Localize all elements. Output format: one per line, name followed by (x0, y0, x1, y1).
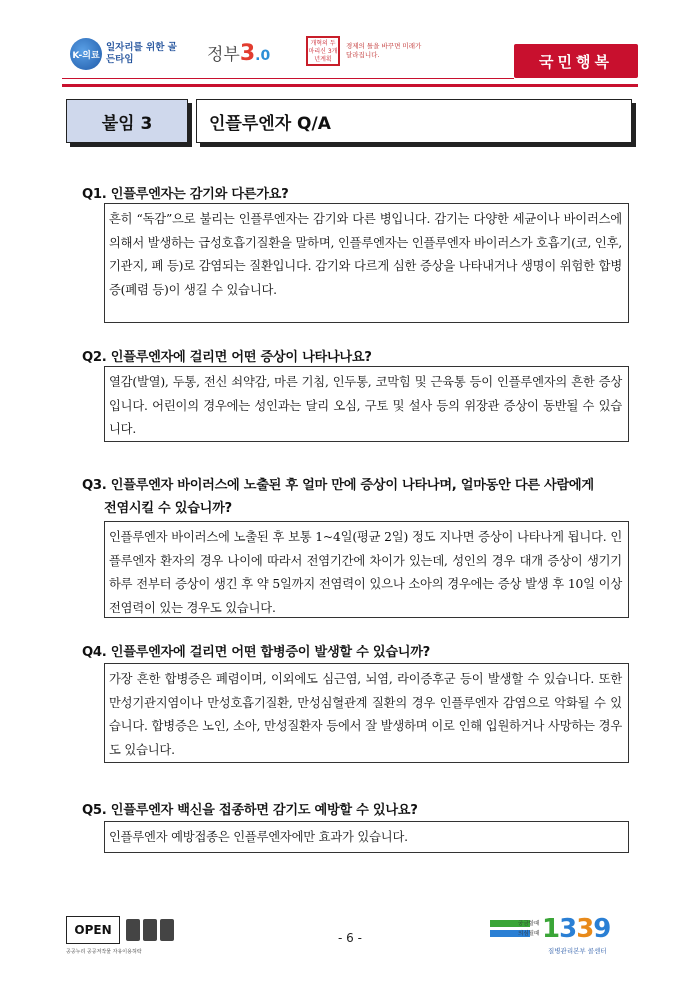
answer-3: 인플루엔자 바이러스에 노출된 후 보통 1~4일(평균 2일) 정도 지나면 증상이 나타나게 됩니다. 인플루엔자 환자의 경우 나이에 따라서 전염기간에 차이가 있는데, 성인의 경우 대개 증상이 생기기 하루 전부터 증상이 생긴 후 약 5일까지 전염력이 있으나 소아의 경우에는 증상 발생 후 10일 이상 전염력이 있는 경우도 있습니다. (104, 521, 629, 618)
answer-4: 가장 흔한 합병증은 폐렴이며, 이외에도 심근염, 뇌염, 라이증후군 등이 발생할 수 있습니다. 또한 만성기관지염이나 만성호흡기질환, 만성심혈관계 질환의 경우 인플루엔자 감염으로 악화될 수 있습니다. 합병증은 노인, 소아, 만성질환자 등에서 잘 발생하며 이로 인해 입원하거나 사망하는 경우도 있습니다. (104, 663, 629, 763)
economic-plan-caption: 경제의 틀을 바꾸면 미래가 달라집니다. (346, 42, 422, 59)
question-2: Q2. 인플루엔자에 걸리면 어떤 증상이 나타나나요? (82, 350, 372, 365)
header-divider-bold (62, 84, 638, 87)
gov30-prefix: 정부 (207, 45, 240, 65)
question-3: Q3. 인플루엔자 바이러스에 노출된 후 얼마 만에 증상이 나타나며, 얼마동안 다른 사람에게 (82, 478, 594, 493)
gov30-logo (207, 40, 270, 66)
national-happiness-badge: 국민행복 (514, 44, 638, 78)
call-center-name: 질병관리본부 콜센터 (548, 947, 607, 955)
question-1: Q1. 인플루엔자는 감기와 다른가요? (82, 187, 289, 202)
gov30-zero: .0 (255, 48, 271, 64)
hotline-digit-1: 1 (542, 914, 560, 944)
question-5: Q5. 인플루엔자 백신을 접종하면 감기도 예방할 수 있나요? (82, 803, 418, 818)
open-license-caption: 공공누리 공공저작물 자유이용허락 (66, 949, 142, 955)
hotline-digit-3: 3 (576, 914, 594, 944)
answer-5: 인플루엔자 예방접종은 인플루엔자에만 효과가 있습니다. (104, 821, 629, 853)
header-divider (62, 78, 514, 79)
answer-1: 흔히 “독감”으로 불리는 인플루엔자는 감기와 다른 병입니다. 감기는 다양한 세균이나 바이러스에 의해서 발생하는 급성호흡기질환을 말하며, 인플루엔자는 인플루엔자 바이러스가 호흡기(코, 인후, 기관지, 폐 등)로 감염되는 질환입니다. 감기와 다르게 심한 증상을 나타내거나 생명이 위험한 합병증(폐렴 등)이 생길 수 있습니다. (104, 203, 629, 323)
question-3-continued: 전염시킬 수 있습니까? (104, 501, 232, 516)
k-medical-logo: K-의료 (70, 38, 102, 70)
open-logo: OPEN (66, 916, 120, 944)
tag-suspect: 의심될때 (518, 931, 540, 937)
page-title: 인플루엔자 Q/A (196, 99, 632, 143)
tag-curious: 궁금할때 (518, 921, 540, 927)
hotline-digit-4: 9 (593, 914, 611, 944)
gov30-three: 3 (239, 41, 256, 66)
hotline-digit-2: 3 (559, 914, 577, 944)
k-medical-slogan: 일자리를 위한 골든타임 (106, 42, 177, 65)
hotline-1339-logo (490, 914, 640, 958)
page-header (62, 30, 638, 88)
title-row (66, 99, 632, 147)
page-number: - 6 - (338, 931, 362, 945)
question-4: Q4. 인플루엔자에 걸리면 어떤 합병증이 발생할 수 있습니까? (82, 645, 430, 660)
attachment-label: 붙임 3 (66, 99, 188, 143)
answer-2: 열감(발열), 두통, 전신 쇠약감, 마른 기침, 인두통, 코막힘 및 근육통 등이 인플루엔자의 흔한 증상입니다. 어린이의 경우에는 성인과는 달리 오심, 구토 및 설사 등의 위장관 증상이 동반될 수 있습니다. (104, 366, 629, 442)
economic-plan-seal: 개혁의 두마리신 3개년계획 (306, 36, 340, 66)
hotline-number (542, 914, 610, 944)
